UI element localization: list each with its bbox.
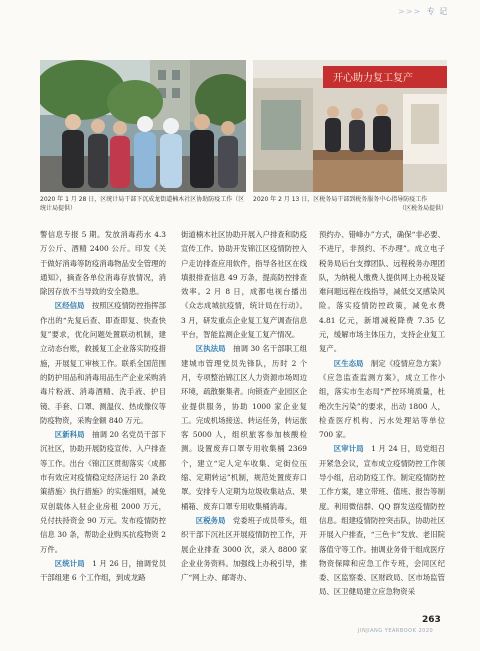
text-column-2 (181, 228, 307, 585)
page-number: 263 (422, 615, 441, 625)
paragraph (40, 228, 166, 299)
section-header (398, 6, 448, 18)
text-column-1 (40, 228, 166, 585)
paragraph (40, 557, 166, 586)
paragraph (181, 228, 307, 342)
paragraph-text: 抽调 20 名党员干部下沉社区，协助开展防疫宣传、入户排查等工作。出台《锦江区贯彻落实〈成都市有效应对疫情稳定经济运行 20 条政策措施〉执行措施》的实施细则，减免双创载体入驻企业房租 2000 万元，兑付扶持资金 90 万元。发布疫情防控信息 30 条，帮助企业购买抗疫物资 2 万件。 (40, 430, 166, 554)
service-banner: 开心助力复工复产 (333, 73, 413, 84)
photo-caption-right-text: 2020 年 2 月 13 日，区税务局干部到税务服务中心指导防疫工作 (253, 196, 428, 203)
paragraph (181, 342, 307, 514)
paragraph-lead: 区执法局 (195, 344, 226, 354)
paragraph-lead: 区统计局 (54, 558, 85, 568)
header-title: 专 记 (426, 7, 449, 16)
paragraph-text: 抽调 30 名干部职工组建城市管理党员先锋队，历时 2 个月，专项整治锦江区人力资源市场周边环境，疏散聚集者。向锁查产业园区企业提供服务，协助 1000 家企业复工。完成机场接送、转运任务，转运旅客 5000 人，组织旅客参加核酸检测。设置废弃口罩专用收集桶 2369 个，建立“定人定车收集、定街位压缩、定期转运”机制，规范处置废弃口罩。安排专人定期为垃圾收集站点、果桶箱、废弃口罩专用收集桶消毒。 (181, 344, 307, 511)
paragraph (319, 228, 445, 357)
paragraph-text: 党委班子成员带头，组织干部下沉社区开展疫情防控工作，开展企业排查 3000 次，录入 8800 家企业业务资料。加强线上办税引导，推广“网上办、邮寄办、 (181, 515, 307, 583)
header-arrows: >>> (398, 7, 422, 16)
photo-caption-right-credit: （区税务局提供） (398, 205, 447, 212)
paragraph (319, 357, 445, 443)
paragraph-text: 警信息专报 5 期。发放消毒药水 4.3 万公斤、酒精 2400 公斤。印发《关于做好消毒等防疫消毒物品安全管理的通知》，摘查各单位消毒存放情况，消除因存放不当导致的安全隐患。 (40, 230, 166, 297)
paragraph-lead: 区税务局 (195, 515, 226, 525)
footer-text: JINJIANG YEARBOOK 2020 (358, 628, 434, 634)
paragraph-text: 1 月 24 日，局党组召开紧急会议，宣布成立疫情防控工作领导小组，启动防疫工作。制定疫情防控工作方案，建立带班、值班、报告等制度。利用微信群、QQ 群发送疫情防控信息。组建疫情防控突击队，协助社区开展入户排查，“三色卡”发放、老旧院落值守等工作。抽调业务骨干组成医疗物资保障和应急工作专班，会同区纪委、区监察委、区财政局、区市场监管局、区卫健局建立应急物资采 (319, 444, 445, 597)
paragraph-lead: 区生态局 (333, 358, 364, 368)
paragraph (40, 299, 166, 428)
paragraph (181, 514, 307, 585)
paragraph-lead: 区审计局 (333, 444, 364, 454)
paragraph-text: 1 月 26 日，抽调党员干部组建 6 个工作组，到成龙路 (40, 558, 166, 583)
photo-community-epidemic-work (40, 60, 246, 192)
paragraph-lead: 区经信局 (54, 301, 85, 311)
paragraph-text: 街道楠木社区协助开展入户排查和防疫宣传工作。协助开发锦江区疫情防控入户走访排查应用软件，指导各社区在线填报排查信息 49 万条，提高防控排查效率。2 月 8 日，成都电视台播出《众志成城抗疫情，统计局在行动》。3 月，研发重点企业复工复产调查信息平台，智能监测企业复工复产情况。 (181, 230, 307, 340)
paragraph-lead: 区新科局 (54, 430, 85, 440)
photo-caption-right (253, 195, 447, 213)
paragraph-text: 制定《疫情应急方案》《应急监查监测方案》，成立工作小组，落实市生态局“严控环境质量，杜绝次生污染”的要求，出动 1800 人，检查医疗机构、污水处理站等单位 700 家。 (319, 358, 445, 440)
paragraph (40, 428, 166, 557)
photo-caption-left: 2020 年 1 月 28 日，区统计局干部下沉成龙街道楠木社区协助防疫工作（区统计局提供） (40, 196, 245, 212)
text-column-3 (319, 228, 445, 600)
photo-tax-service-center (253, 60, 447, 192)
paragraph-text: 按照区疫情防控指挥部作出的“先复后查、即查即复、快查快复”要求，优化问题处置联动机制，建立动态台账，救援复工企业落实防疫措施，开展复工审核工作。联系全国范围的防护用品和消毒用品生产企业采购消毒片粉液、消毒酒精、洗手液、护目镜、手套、口罩、测温仪、热成像仪等防疫物资，采购金额 840 万元。 (40, 301, 166, 425)
paragraph (319, 442, 445, 599)
paragraph-text: 预约办、错峰办”方式，确保“非必要、不进厅，非预约、不办理”。成立电子税务局后台支撑团队、远程税务办理团队，为纳税人缴费人提供网上办税及疑难问题远程在线指导，减低交叉感染风险。落实疫情防控政策，减免水费 4.81 亿元，新增减税降费 7.35 亿元，缓解市场主体压力，支持企业复工复产。 (319, 230, 445, 354)
